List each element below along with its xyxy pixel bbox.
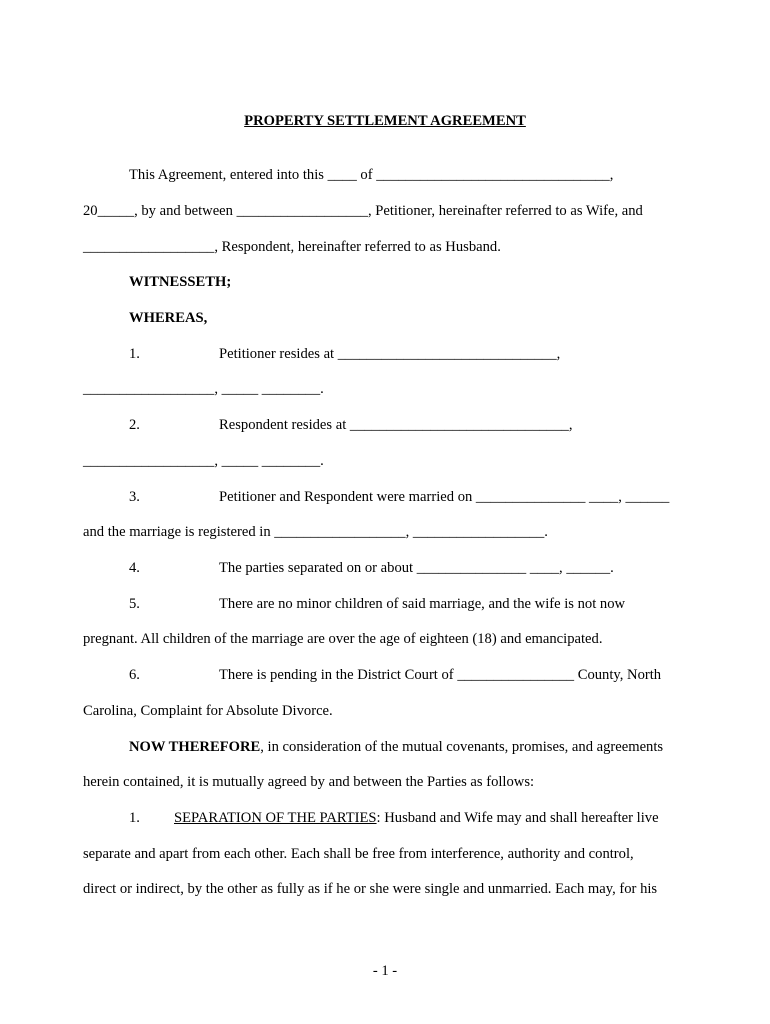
recital-number: 2.: [129, 417, 140, 433]
recital-number: 4.: [129, 560, 140, 576]
recital-continuation: Carolina, Complaint for Absolute Divorce.: [83, 703, 333, 719]
now-therefore-line-2: herein contained, it is mutually agreed by and between the Parties as follows:: [83, 774, 535, 790]
recital-number: 6.: [129, 667, 140, 683]
section-number: 1.: [129, 810, 140, 826]
recital-number: 1.: [129, 346, 140, 362]
section-line: separate and apart from each other. Each shall be free from interference, authority and control,: [83, 846, 634, 862]
recital-text: The parties separated on or about _______________ ____, ______.: [219, 560, 614, 576]
now-therefore-text: , in consideration of the mutual covenants, promises, and agreements: [260, 739, 664, 755]
section-text: : Husband and Wife may and shall hereafter live: [376, 810, 659, 826]
recital-text: Petitioner and Respondent were married on _______________ ____, ______: [219, 489, 670, 505]
recital-number: 5.: [129, 596, 140, 612]
witnesseth-heading: WITNESSETH;: [129, 274, 232, 290]
recital-text: Petitioner resides at ______________________________,: [219, 346, 561, 362]
recital-number: 3.: [129, 489, 140, 505]
document-title: PROPERTY SETTLEMENT AGREEMENT: [244, 113, 526, 129]
recital-text: There is pending in the District Court of ________________ County, North: [219, 667, 662, 683]
section-line-1: [174, 809, 659, 827]
recital-continuation: and the marriage is registered in __________________, __________________.: [83, 524, 548, 540]
page-number: - 1 -: [372, 963, 398, 979]
now-therefore-label: NOW THEREFORE: [129, 739, 261, 755]
recital-continuation: pregnant. All children of the marriage are over the age of eighteen (18) and emancipated.: [83, 631, 603, 647]
intro-line-2: 20_____, by and between __________________, Petitioner, hereinafter referred to as Wife, and: [83, 203, 643, 219]
intro-line-1: This Agreement, entered into this ____ of ________________________________,: [129, 167, 614, 183]
recital-text: There are no minor children of said marriage, and the wife is not now: [219, 596, 626, 612]
now-therefore-line-1: [129, 738, 663, 756]
intro-line-3: __________________, Respondent, hereinafter referred to as Husband.: [83, 239, 501, 255]
recital-text: Respondent resides at ______________________________,: [219, 417, 573, 433]
section-line: direct or indirect, by the other as fully as if he or she were single and unmarried. Each may, for his: [83, 881, 658, 897]
whereas-heading: WHEREAS,: [129, 310, 208, 326]
recital-continuation: __________________, _____ ________.: [83, 381, 324, 397]
recital-continuation: __________________, _____ ________.: [83, 453, 324, 469]
section-heading: SEPARATION OF THE PARTIES: [174, 810, 377, 826]
